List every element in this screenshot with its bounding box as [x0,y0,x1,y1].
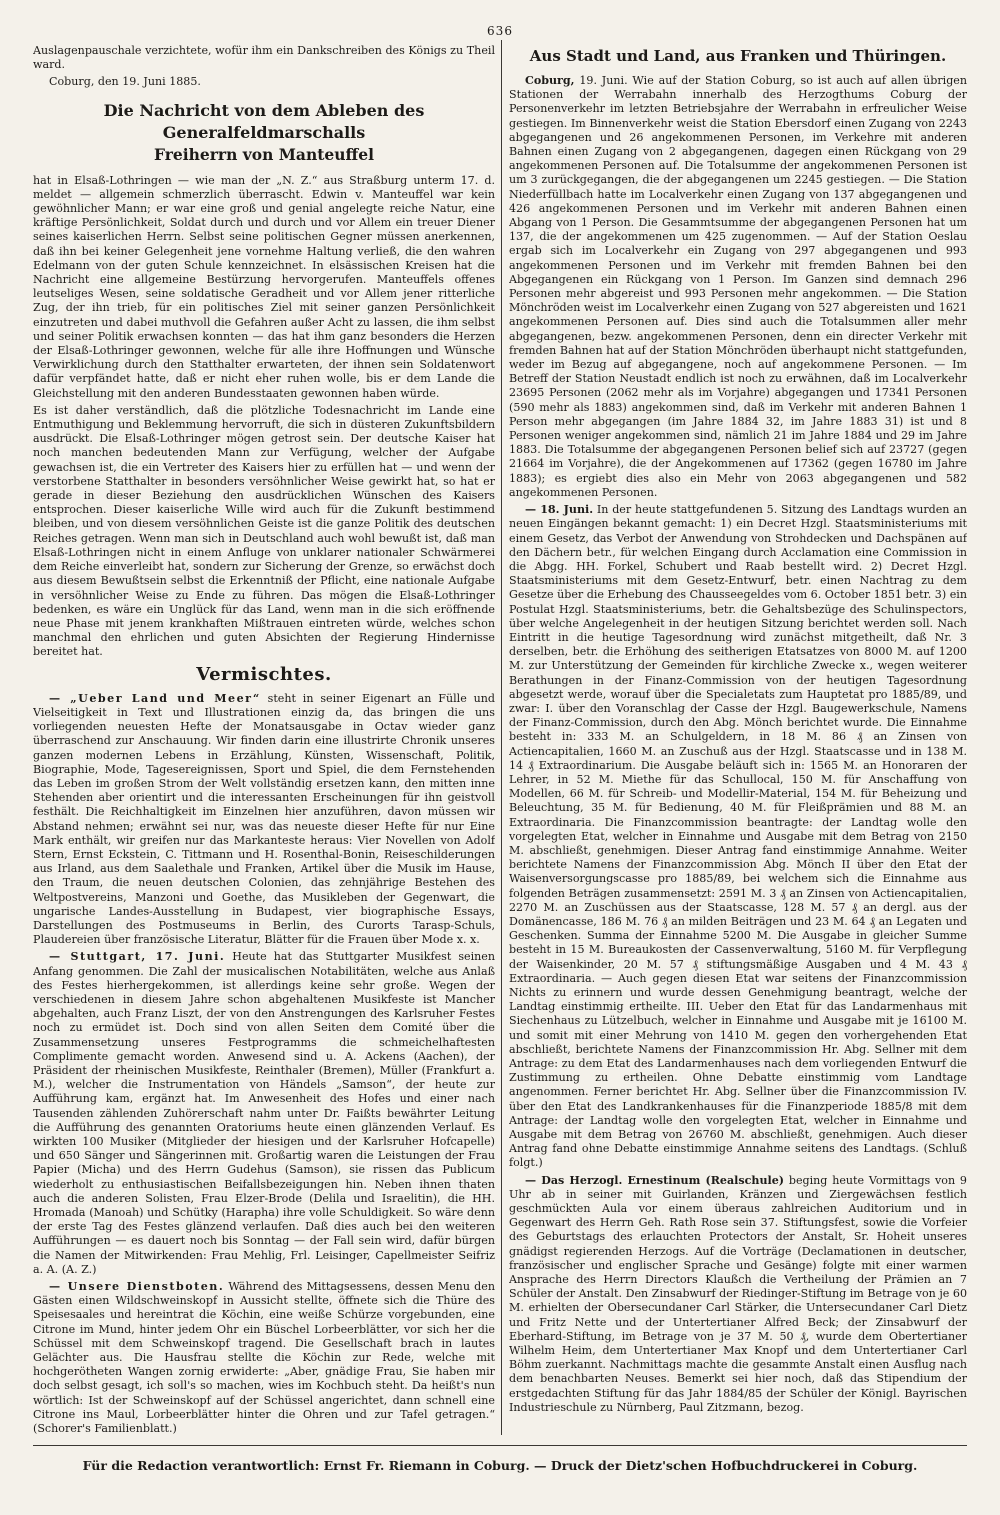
article-headline [33,100,495,166]
headline-line-1: Die Nachricht von dem Ableben des Generalfeldmarschalls [103,100,425,142]
section-title-vermischtes: Vermischtes. [196,663,332,685]
column-divider [501,40,502,1435]
misc-paragraph-stuttgart [33,950,495,1277]
right-column [509,44,967,1440]
misc-body-stuttgart: Heute hat das Stuttgarter Musikfest seinen Anfang genommen. Die Zahl der musicalischen Notabilitäten, welche aus Anlaß des Festes hierhergekommen, ist allerdings keine sehr große. Wegen der verschiedenen in diesem Jahre schon abgehaltenen Musikfeste ist Mancher abgehalten, auch Franz Liszt, der von den Anstrengungen des Karlsruher Festes noch zu ermüdet ist. Doch sind von allen Seiten dem Comité über die Zusammensetzung unseres Festprogramms die schmeichelhaftesten Complimente gemacht worden. Anwesend sind u. A. Ackens (Aachen), der Präsident der rheinischen Musikfeste, Reinthaler (Bremen), Müller (Frankfurt a. M.), welcher die Instrumentation von Händels „Samson“, der heute zur Aufführung kam, ergänzt hat. Im Anwesenheit des Hofes und einer nach Tausenden zählenden Zuhörerschaft nahm unter Dr. Faißts bewährter Leitung die Aufführung des genannten Oratoriums heute einen glänzenden Verlauf. Es wirkten 100 Musiker (Mitglieder der hiesigen und der Karlsruher Hofcapelle) und 650 Sänger und Sängerinnen mit. Großartig waren die Leistungen der Frau Papier (Micha) und des Herrn Gudehus (Samson), sie rissen das Publicum wiederholt zu enthusiastischen Beifallsbezeigungen hin. Neben ihnen thaten auch die anderen Solisten, Frau Elzer-Brode (Delila und Israelitin), die HH. Hromada (Manoah) und Schütky (Harapha) ihre volle Schuldigkeit. So wäre denn der erste Tag des Festes glänzend verlaufen. Daß dies auch bei den weiteren Aufführungen — es dauert noch bis Sonntag — der Fall sein wird, dafür bürgen die Namen der Mitwirkenden: Frau Mehlig, Frl. Leisinger, Capellmeister Seifriz a. A. (A. Z.) [33,950,495,1276]
intro-paragraph: Auslagenpauschale verzichtete, wofür ihm ein Dankschreiben des Königs zu Theil ward. [33,44,495,72]
report-lead-ernestinum: — Das Herzogl. Ernestinum (Realschule) [525,1173,785,1187]
report-lead-landtag: — 18. Juni. [525,503,594,517]
misc-paragraph-dienstboten [33,1280,495,1436]
footer-rule [33,1445,967,1446]
misc-paragraph-land-und-meer [33,692,495,948]
misc-body-land-und-meer: steht in seiner Eigenart an Fülle und Vielseitigkeit in Text und Illustrationen einzig da, das bringen die uns vorliegenden neuesten Hefte der Monatsausgabe in Octav wieder ganz überraschend zur Anschauung. Wir finden darin eine illustrirte Chronik unseres ganzen modernen Lebens in Erzählung, Künsten, Wissenschaft, Politik, Biographie, Mode, Tagesereignissen, Sport und Spiel, die dem Fernstehenden das Leben im großen Strom der Welt vollständig ersetzen kann, den mitten inne Stehenden aber orientirt und die interessanten Erscheinungen für ihn geistvoll festhält. Die Reichhaltigkeit im Einzelnen hier anzuführen, davon müssen wir Abstand nehmen; erwähnt sei nur, was das neueste dieser Hefte für nur Eine Mark enthält, wir greifen nur das Markanteste heraus: Vier Novellen von Adolf Stern, Ernst Eckstein, C. Tittmann und H. Rosenthal-Bonin, Reiseschilderungen aus Irland, aus dem Saalethale und Franken, Artikel über die Musik im Hause, den Traum, die neuen deutschen Colonien, das zehnjährige Bestehen des Weltpostvereins, Manzoni und Goethe, das Musikleben der Gegenwart, die ungarische Landes-Ausstellung in Budapest, vier biographische Essays, Darstellungen des Postmuseums in Berlin, des Curorts Tarasp-Schuls, Plaudereien über französische Literatur, Blätter für die Frauen über Mode x. x. [33,691,495,947]
section-title-stadt-und-land: Aus Stadt und Land, aus Franken und Thüringen. [529,47,947,65]
headline-line-2: Freiherrn von Manteuffel [153,144,375,164]
imprint-footer: Für die Redaction verantwortlich: Ernst Fr. Riemann in Coburg. — Druck der Dietz'schen Hofbuchdruckerei in Coburg. [82,1458,918,1473]
report-lead-coburg: Coburg, [525,74,575,87]
report-paragraph-coburg [509,74,967,500]
dateline-signature: Coburg, den 19. Juni 1885. [49,75,201,89]
report-paragraph-ernestinum [509,1174,967,1415]
misc-lead-land-und-meer: — „Ueber Land und Meer“ [49,691,261,705]
left-column [33,44,495,1440]
report-paragraph-landtag [509,503,967,1171]
report-body-coburg: 19. Juni. Wie auf der Station Coburg, so ist auch auf allen übrigen Stationen der Werrabahn innerhalb des Herzogthums Coburg der Personenverkehr im letzten Betriebsjahre der Werrabahn in erfreulicher Weise gestiegen. Im Binnenverkehr weist die Station Ebersdorf einen Zugang von 2243 abgegangenen und 26 angekommenen Personen, im Verkehre mit anderen Bahnen einen Zugang von 2 abgegangenen, dagegen einen Rückgang von 29 angekommenen Personen auf. Die Totalsumme der angekommenen Personen ist um 3 zurückgegangen, die der abgegangenen um 2245 gestiegen. — Die Station Niederfüllbach hatte im Localverkehr einen Zugang von 137 abgegangenen und 426 angekommenen Personen und im Verkehr mit anderen Bahnen einen Abgang von 1 Person. Die Gesammtsumme der abgegangenen Personen hat um 137, die der angekommenen um 425 zugenommen. — Auf der Station Oeslau ergab sich im Localverkehr ein Zugang von 297 abgegangenen und 993 angekommenen Personen und im Verkehr mit fremden Bahnen bei den Abgegangenen ein Rückgang von 1 Person. Im Ganzen sind demnach 296 Personen mehr abgereist und 993 Personen mehr angekommen. — Die Station Mönchröden weist im Localverkehr einen Zugang von 527 abgereisten und 1621 angekommenen Personen auf. Dies sind auch die Totalsummen aller mehr abgegangenen, bezw. angekommenen Personen, denn ein directer Verkehr mit fremden Bahnen hat auf der Station Mönchröden überhaupt nicht stattgefunden, weder im Bezug auf abgegangene, noch auf angekommene Personen. — Im Betreff der Station Neustadt endlich ist noch zu erwähnen, daß im Localverkehr 23695 Personen (2062 mehr als im Vorjahre) abgegangen und 17341 Personen (590 mehr als 1883) angekommen sind, daß im Verkehr mit anderen Bahnen 1 Person mehr abgegangen (im Jahre 1884 32, im Jahre 1883 31) ist und 8 Personen weniger angekommen sind, nämlich 21 im Jahre 1884 und 29 im Jahre 1883. Die Totalsumme der abgegangenen Personen belief sich auf 23727 (gegen 21664 im Vorjahre), die der Angekommenen auf 17362 (gegen 16780 im Jahre 1883); es ergiebt dies also ein Mehr von 2063 abgegangenen und 582 angekommenen Personen. [509,74,967,499]
page-number: 636 [487,24,513,38]
misc-lead-dienstboten: — Unsere Dienstboten. [49,1280,225,1294]
manteuffel-paragraph-1: hat in Elsaß-Lothringen — wie man der „N. Z.“ aus Straßburg unterm 17. d. meldet — allgemein schmerzlich überrascht. Edwin v. Manteuffel war kein gewöhnlicher Mann; er war eine groß und genial angelegte reiche Natur, eine kräftige Persönlichkeit, Soldat durch und durch und vor Allem ein treuer Diener seines kaiserlichen Herrn. Selbst seine politischen Gegner müssen anerkennen, daß ihn bei keiner Gelegenheit jene vornehme Haltung verließ, die den wahren Edelmann von der guten Schule kennzeichnet. In elsässischen Kreisen hat die Nachricht eine allgemeine Bestürzung hervorgerufen. Manteuffels offenes leutseliges Wesen, seine soldatische Geradheit und vor Allem jener ritterliche Zug, der ihn trieb, für ein politisches Ziel mit seiner ganzen Persönlichkeit einzutreten und dabei muthvoll die Gefahren außer Acht zu lassen, die ihm selbst und seiner Politik erwachsen konnten — das hat ihm ganz besonders die Herzen der Elsaß-Lothringer gewonnen, welche für alle ihre Hoffnungen und Wünsche Verwirklichung durch den Statthalter erwarteten, der ihnen sein Soldatenwort dafür verpfändet hatte, daß er nicht eher ruhen wolle, bis er dem Lande die Gleichstellung mit den anderen Bundesstaaten gewonnen haben würde. [33,173,495,400]
manteuffel-paragraph-2: Es ist daher verständlich, daß die plötzliche Todesnachricht im Lande eine Entmuthigung und Beklemmung hervorruft, die sich in düsteren Zukunftsbildern ausdrückt. Die Elsaß-Lothringer mögen getrost sein. Der deutsche Kaiser hat noch manchen bedeutenden Mann zur Verfügung, welcher der Aufgabe gewachsen ist, die ein Vertreter des Kaisers hier zu erfüllen hat — und wenn der verstorbene Statthalter in besonders versöhnlicher Weise gewirkt hat, so hat er gerade in dieser Beziehung den ausdrücklichen Wünschen des Kaisers entsprochen. Dieser kaiserliche Wille wird auch für die Zukunft bestimmend bleiben, und von diesem versöhnlichen Geiste ist die ganze Politik des deutschen Reiches getragen. Wenn man sich in Deutschland auch wohl bewußt ist, daß man Elsaß-Lothringen nicht in einem Anfluge von unklarer nationaler Schwärmerei dem Reiche einverleibt hat, sondern zur Sicherung der Grenze, so erwächst doch aus diesem Bewußtsein selbst die Erkenntniß der Pflicht, eine nationale Aufgabe in versöhnlicher Weise zu Ende zu führen. Das mögen die Elsaß-Lothringer bedenken, es wäre ein Unglück für das Land, wenn man in die sich eröffnende neue Phase mit jenem krankhaften Mißtrauen eintreten würde, welches schon manchmal den ehrlichen und guten Absichten der Regierung Hindernisse bereitet hat. [33,403,495,659]
misc-lead-stuttgart: — Stuttgart, 17. Juni. [49,950,226,964]
misc-body-dienstboten: Während des Mittagsessens, dessen Menu den Gästen einen Wildschweinskopf in Aussicht stellte, öffnete sich die Thüre des Speisesaales und hereintrat die Köchin, eine weiße Schürze vorgebunden, eine Citrone im Mund, hinter jedem Ohr ein Büschel Lorbeerblätter, vor sich her die Schüssel mit dem Schweinskopf tragend. Die Gesellschaft brach in lautes Gelächter aus. Die Hausfrau stellte die Köchin zur Rede, welche mit hochgerötheten Wangen zornig erwiderte: „Aber, gnädige Frau, Sie haben mir doch selbst gesagt, ich soll's so machen, wies im Kochbuch steht. Da heißt's nun wörtlich: Ist der Schweinskopf auf der Schüssel angerichtet, dann schnell eine Citrone ins Maul, Lorbeerblätter hinter die Ohren und zur Tafel getragen.“ (Schorer's Familienblatt.) [33,1280,495,1436]
report-body-ernestinum: beging heute Vormittags von 9 Uhr ab in seiner mit Guirlanden, Kränzen und Ziergewächsen festlich geschmückten Aula vor einem überaus zahlreichen Auditorium und in Gegenwart des Herrn Geh. Rath Rose sein 37. Stiftungsfest, sowie die Vorfeier des Geburtstags des erlauchten Protectors der Anstalt, Sr. Hoheit unseres gnädigst regierenden Herzogs. Auf die Vorträge (Declamationen in deutscher, französischer und englischer Sprache und Gesänge) folgte mit einer warmen Ansprache des Herrn Directors Klaußch die Vertheilung der Prämien an 7 Schüler der Anstalt. Den Zinsabwurf der Riedinger-Stiftung im Betrage von je 60 M. erhielten der Obersecundaner Carl Stärker, die Untersecundaner Carl Dietz und Fritz Nette und der Untertertianer Alfred Beck; der Zinsabwurf der Eberhard-Stiftung, im Betrage von je 37 M. 50 ₰, wurde dem Obertertianer Wilhelm Heim, dem Untertertianer Max Knopf und dem Untertertianer Carl Böhm zuerkannt. Nachmittags machte die gesammte Anstalt einen Ausflug nach dem benachbarten Neuses. Bemerkt sei hier noch, daß das Stipendium der erstgedachten Stiftung für das Jahr 1884/85 der Schüler der Königl. Bayrischen Industrieschule zu Nürnberg, Paul Zitzmann, bezog. [509,1173,967,1414]
report-body-landtag: In der heute stattgefundenen 5. Sitzung des Landtags wurden an neuen Eingängen bekannt gemacht: 1) ein Decret Hzgl. Staatsministeriums mit einem Gesetz, das Verbot der Anwendung von Strohdecken und Dachspänen auf den Dächern betr., für welchen Eingang durch Acclamation eine Commission in die Abgg. HH. Forkel, Schubert und Raab bestellt wird. 2) Decret Hzgl. Staatsministeriums mit dem Gesetz-Entwurf, betr. einen Nachtrag zu dem Gesetze über die Erhebung des Chausseegeldes vom 6. October 1851 betr. 3) ein Postulat Hzgl. Staatsministeriums, betr. die Gehaltsbezüge des Schulinspectors, über welche Angelegenheit in der heutigen Sitzung berichtet werden soll. Nach Eintritt in die heutige Tagesordnung wird zunächst mitgetheilt, daß Nr. 3 derselben, betr. die Erhöhung des seitherigen Etatsatzes von 8000 M. auf 1200 M. zur Unterstützung der Gemeinden für kirchliche Zwecke x., wegen weiterer Berathungen in der Finanz-Commission von der heutigen Tagesordnung abgesetzt werde, worauf über die Specialetats zum Hauptetat pro 1885/89, und zwar: I. über den Voranschlag der Casse der Hzgl. Baugewerkschule, Namens der Finanz-Commission, durch den Abg. Mönch berichtet wurde. Die Einnahme besteht in: 333 M. an Schulgeldern, in 18 M. 86 ₰ an Zinsen von Actiencapitalien, 1660 M. an Zuschuß aus der Hzgl. Staatscasse und in 138 M. 14 ₰ Extraordinarium. Die Ausgabe beläuft sich in: 1565 M. an Honoraren der Lehrer, in 52 M. Miethe für das Schullocal, 150 M. für Anschaffung von Modellen, 66 M. für Schreib- und Modellir-Material, 154 M. für Beheizung und Beleuchtung, 35 M. für Bedienung, 40 M. für Fleißprämien und 88 M. an Extraordinaria. Die Finanzcommission beantragte: der Landtag wolle den vorgelegten Etat, welcher in Einnahme und Ausgabe mit dem Betrag von 2150 M. abschließt, genehmigen. Dieser Antrag fand einstimmige Annahme. Weiter berichtete Namens der Finanzcommission Abg. Mönch II über den Etat der Waisenversorgungscasse pro 1885/89, bei welchem sich die Einnahme aus folgenden Beträgen zusammensetzt: 2591 M. 3 ₰ an Zinsen von Actiencapitalien, 2270 M. an Zuschüssen aus der Staatscasse, 128 M. 57 ₰ an dergl. aus der Domänencasse, 186 M. 76 ₰ an milden Beiträgen und 23 M. 64 ₰ an Legaten und Geschenken. Summa der Einnahme 5200 M. Die Ausgabe in gleicher Summe besteht in 15 M. Bureaukosten der Cassenverwaltung, 5160 M. für Verpflegung der Waisenkinder, 20 M. 57 ₰ stiftungsmäßige Ausgaben und 4 M. 43 ₰ Extraordinaria. — Auch gegen diesen Etat war seitens der Finanzcommission Nichts zu erinnern und wurde dessen Genehmigung beantragt, welche der Landtag einstimmig ertheilte. III. Ueber den Etat für das Landarmenhaus mit Siechenhaus zu Lützelbuch, welcher in Einnahme und Ausgabe mit je 16100 M. und somit mit einer Mehrung von 1410 M. gegen den vorhergehenden Etat abschließt, berichtete Namens der Finanzcommission Hr. Abg. Sellner mit dem Antrage: zu dem Etat des Landarmenhauses nach dem vorliegenden Entwurf die Zustimmung zu ertheilen. Ohne Debatte einstimmig vom Landtage angenommen. Ferner berichtet Hr. Abg. Sellner über die Finanzcommission IV. über den Etat des Landkrankenhauses für die Finanzperiode 1885/8 mit dem Antrage: der Landtag wolle den vorgelegten Etat, welcher in Einnahme und Ausgabe mit dem Betrag von 26760 M. abschließt, genehmigen. Auch dieser Antrag fand ohne Debatte einstimmige Annahme seitens des Landtags. (Schluß folgt.) [509,503,967,1170]
